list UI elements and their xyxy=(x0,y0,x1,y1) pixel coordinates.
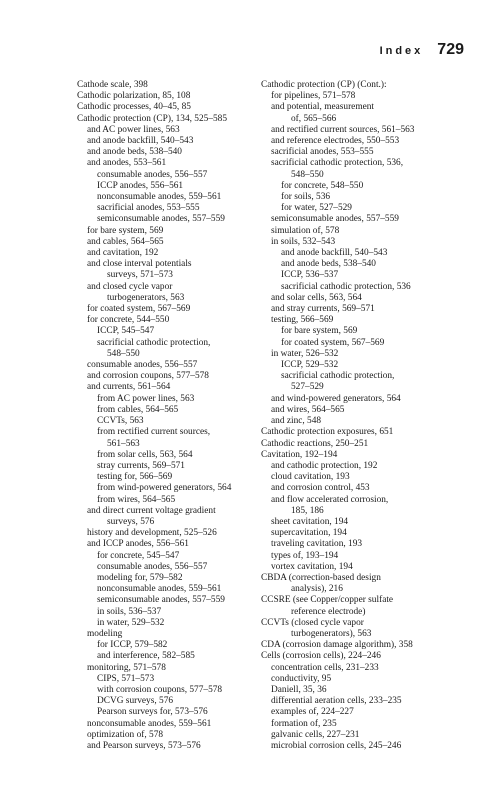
index-subentry: and cables, 564–565 xyxy=(87,236,164,247)
index-subentry: and ICCP anodes, 556–561 xyxy=(87,539,189,550)
index-subentry: and wires, 564–565 xyxy=(271,404,345,415)
index-subentry: consumable anodes, 556–557 xyxy=(97,169,208,180)
index-entry-continuation: of, 565–566 xyxy=(291,113,337,124)
index-entry-continuation: 548–550 xyxy=(107,348,140,359)
index-subentry: DCVG surveys, 576 xyxy=(97,696,174,707)
index-subentry: and direct current voltage gradient xyxy=(87,505,216,516)
index-entry-continuation: turbogenerators, 563 xyxy=(107,292,185,303)
index-entry-continuation: 561–563 xyxy=(107,438,140,449)
index-subentry: cloud cavitation, 193 xyxy=(271,472,350,483)
index-subentry: modeling xyxy=(87,628,123,639)
index-entry: CCSRE (see Copper/copper sulfate xyxy=(261,595,394,606)
index-subentry: in soils, 536–537 xyxy=(97,606,162,617)
index-subentry: and zinc, 548 xyxy=(271,416,322,427)
index-subentry: history and development, 525–526 xyxy=(87,528,217,539)
index-entry-continuation: surveys, 576 xyxy=(107,516,155,527)
index-subentry: for soils, 536 xyxy=(281,192,331,203)
index-subentry: and currents, 561–564 xyxy=(87,382,171,393)
index-subentry: Pearson surveys for, 573–576 xyxy=(97,707,208,718)
index-subentry: Daniell, 35, 36 xyxy=(271,684,327,695)
running-header-title: Index xyxy=(379,45,424,57)
index-subentry: semiconsumable anodes, 557–559 xyxy=(97,214,225,225)
index-subentry: types of, 193–194 xyxy=(271,550,339,561)
index-column-left xyxy=(77,80,255,752)
index-subentry: sacrificial cathodic protection, 536, xyxy=(271,158,404,169)
index-subentry: and rectified current sources, 561–563 xyxy=(271,124,415,135)
index-subentry: and corrosion coupons, 577–578 xyxy=(87,371,209,382)
index-subentry: and anode backfill, 540–543 xyxy=(281,248,388,259)
index-entry-continuation: 527–529 xyxy=(291,382,324,393)
index-subentry: and reference electrodes, 550–553 xyxy=(271,136,400,147)
index-subentry: sacrificial anodes, 553–555 xyxy=(271,147,374,158)
index-subentry: concentration cells, 231–233 xyxy=(271,662,379,673)
index-entry-continuation: reference electrode) xyxy=(291,606,366,617)
index-subentry: and potential, measurement xyxy=(271,102,375,113)
index-subentry: sacrificial cathodic protection, xyxy=(281,371,395,382)
index-entry-continuation: turbogenerators), 563 xyxy=(291,628,372,639)
index-subentry: microbial corrosion cells, 245–246 xyxy=(271,740,402,751)
index-subentry: and anode backfill, 540–543 xyxy=(87,136,194,147)
index-subentry: formation of, 235 xyxy=(271,718,337,729)
index-subentry: from AC power lines, 563 xyxy=(97,393,195,404)
index-entry: CBDA (correction-based design xyxy=(261,572,381,583)
index-entry: Cells (corrosion cells), 224–246 xyxy=(261,651,381,662)
index-subentry: sacrificial anodes, 553–555 xyxy=(97,203,200,214)
index-entry: Cathode scale, 398 xyxy=(77,80,148,90)
index-subentry: and stray currents, 569–571 xyxy=(271,304,375,315)
index-subentry: ICCP, 536–537 xyxy=(281,270,339,281)
index-subentry: ICCP anodes, 556–561 xyxy=(97,180,184,191)
index-subentry: from cables, 564–565 xyxy=(97,404,179,415)
index-subentry: for concrete, 545–547 xyxy=(97,550,180,561)
index-entry: Cavitation, 192–194 xyxy=(261,449,338,460)
index-subentry: for concrete, 548–550 xyxy=(281,180,364,191)
index-subentry: supercavitation, 194 xyxy=(271,528,347,539)
index-subentry: CCVTs, 563 xyxy=(97,416,144,427)
index-entry: Cathodic processes, 40–45, 85 xyxy=(77,102,191,113)
index-subentry: nonconsumable anodes, 559–561 xyxy=(87,718,212,729)
index-subentry: consumable anodes, 556–557 xyxy=(97,561,208,572)
index-subentry: and Pearson surveys, 573–576 xyxy=(87,740,201,751)
index-subentry: for ICCP, 579–582 xyxy=(97,640,168,651)
index-column-right xyxy=(261,80,439,752)
index-subentry: from solar cells, 563, 564 xyxy=(97,449,193,460)
index-subentry: sacrificial cathodic protection, 536 xyxy=(281,281,411,292)
index-subentry: consumable anodes, 556–557 xyxy=(87,360,198,371)
index-subentry: for water, 527–529 xyxy=(281,203,352,214)
index-subentry: from wind-powered generators, 564 xyxy=(97,483,232,494)
index-subentry: testing for, 566–569 xyxy=(97,472,173,483)
index-entry-continuation: 185, 186 xyxy=(291,505,324,516)
index-subentry: optimization of, 578 xyxy=(87,729,164,740)
index-subentry: and cathodic protection, 192 xyxy=(271,460,378,471)
index-subentry: nonconsumable anodes, 559–561 xyxy=(97,192,222,203)
index-entry: Cathodic polarization, 85, 108 xyxy=(77,91,191,102)
index-subentry: for coated system, 567–569 xyxy=(87,304,191,315)
index-subentry: in water, 526–532 xyxy=(271,348,339,359)
index-subentry: modeling for, 579–582 xyxy=(97,572,183,583)
index-subentry: with corrosion coupons, 577–578 xyxy=(97,684,223,695)
index-subentry: for bare system, 569 xyxy=(87,225,164,236)
index-entry: CDA (corrosion damage algorithm), 358 xyxy=(261,640,413,651)
index-subentry: simulation of, 578 xyxy=(271,225,340,236)
index-subentry: vortex cavitation, 194 xyxy=(271,561,353,572)
index-subentry: nonconsumable anodes, 559–561 xyxy=(97,584,222,595)
page-number: 729 xyxy=(437,41,464,58)
index-entry: Cathodic reactions, 250–251 xyxy=(261,438,369,449)
index-subentry: and wind-powered generators, 564 xyxy=(271,393,401,404)
index-subentry: for pipelines, 571–578 xyxy=(271,91,356,102)
index-subentry: from rectified current sources, xyxy=(97,427,211,438)
index-subentry: and flow accelerated corrosion, xyxy=(271,494,389,505)
index-subentry: in soils, 532–543 xyxy=(271,236,336,247)
index-entry: Cathodic protection (CP), 134, 525–585 xyxy=(77,113,228,124)
index-subentry: CIPS, 571–573 xyxy=(97,673,155,684)
index-entry-continuation: 548–550 xyxy=(291,169,324,180)
index-subentry: galvanic cells, 227–231 xyxy=(271,729,360,740)
index-subentry: and interference, 582–585 xyxy=(97,651,195,662)
index-subentry: ICCP, 529–532 xyxy=(281,360,339,371)
index-subentry: in water, 529–532 xyxy=(97,617,165,628)
index-subentry: examples of, 224–227 xyxy=(271,707,354,718)
index-subentry: semiconsumable anodes, 557–559 xyxy=(97,595,225,606)
index-subentry: differential aeration cells, 233–235 xyxy=(271,696,402,707)
index-subentry: conductivity, 95 xyxy=(271,673,332,684)
index-subentry: sheet cavitation, 194 xyxy=(271,516,349,527)
index-entry: CCVTs (closed cycle vapor xyxy=(261,617,364,628)
index-entry-continuation: surveys, 571–573 xyxy=(107,270,173,281)
index-subentry: ICCP, 545–547 xyxy=(97,326,155,337)
index-subentry: for bare system, 569 xyxy=(281,326,358,337)
index-entry: Cathodic protection (CP) (Cont.): xyxy=(261,80,387,90)
index-subentry: sacrificial cathodic protection, xyxy=(97,337,211,348)
index-subentry: and solar cells, 563, 564 xyxy=(271,292,362,303)
index-entry: Cathodic protection exposures, 651 xyxy=(261,427,394,438)
index-subentry: semiconsumable anodes, 557–559 xyxy=(271,214,399,225)
index-subentry: and closed cycle vapor xyxy=(87,281,173,292)
index-subentry: for coated system, 567–569 xyxy=(281,337,385,348)
index-subentry: stray currents, 569–571 xyxy=(97,460,185,471)
index-subentry: from wires, 564–565 xyxy=(97,494,176,505)
index-subentry: and cavitation, 192 xyxy=(87,248,159,259)
index-subentry: for concrete, 544–550 xyxy=(87,315,170,326)
index-entry-continuation: analysis), 216 xyxy=(291,584,343,595)
index-subentry: and anode beds, 538–540 xyxy=(87,147,182,158)
index-subentry: and corrosion control, 453 xyxy=(271,483,370,494)
index-subentry: and anode beds, 538–540 xyxy=(281,259,376,270)
index-subentry: and close interval potentials xyxy=(87,259,192,270)
index-subentry: testing, 566–569 xyxy=(271,315,334,326)
index-subentry: monitoring, 571–578 xyxy=(87,662,166,673)
running-header xyxy=(380,41,464,59)
index-subentry: and anodes, 553–561 xyxy=(87,158,167,169)
index-subentry: and AC power lines, 563 xyxy=(87,124,180,135)
index-subentry: traveling cavitation, 193 xyxy=(271,539,363,550)
